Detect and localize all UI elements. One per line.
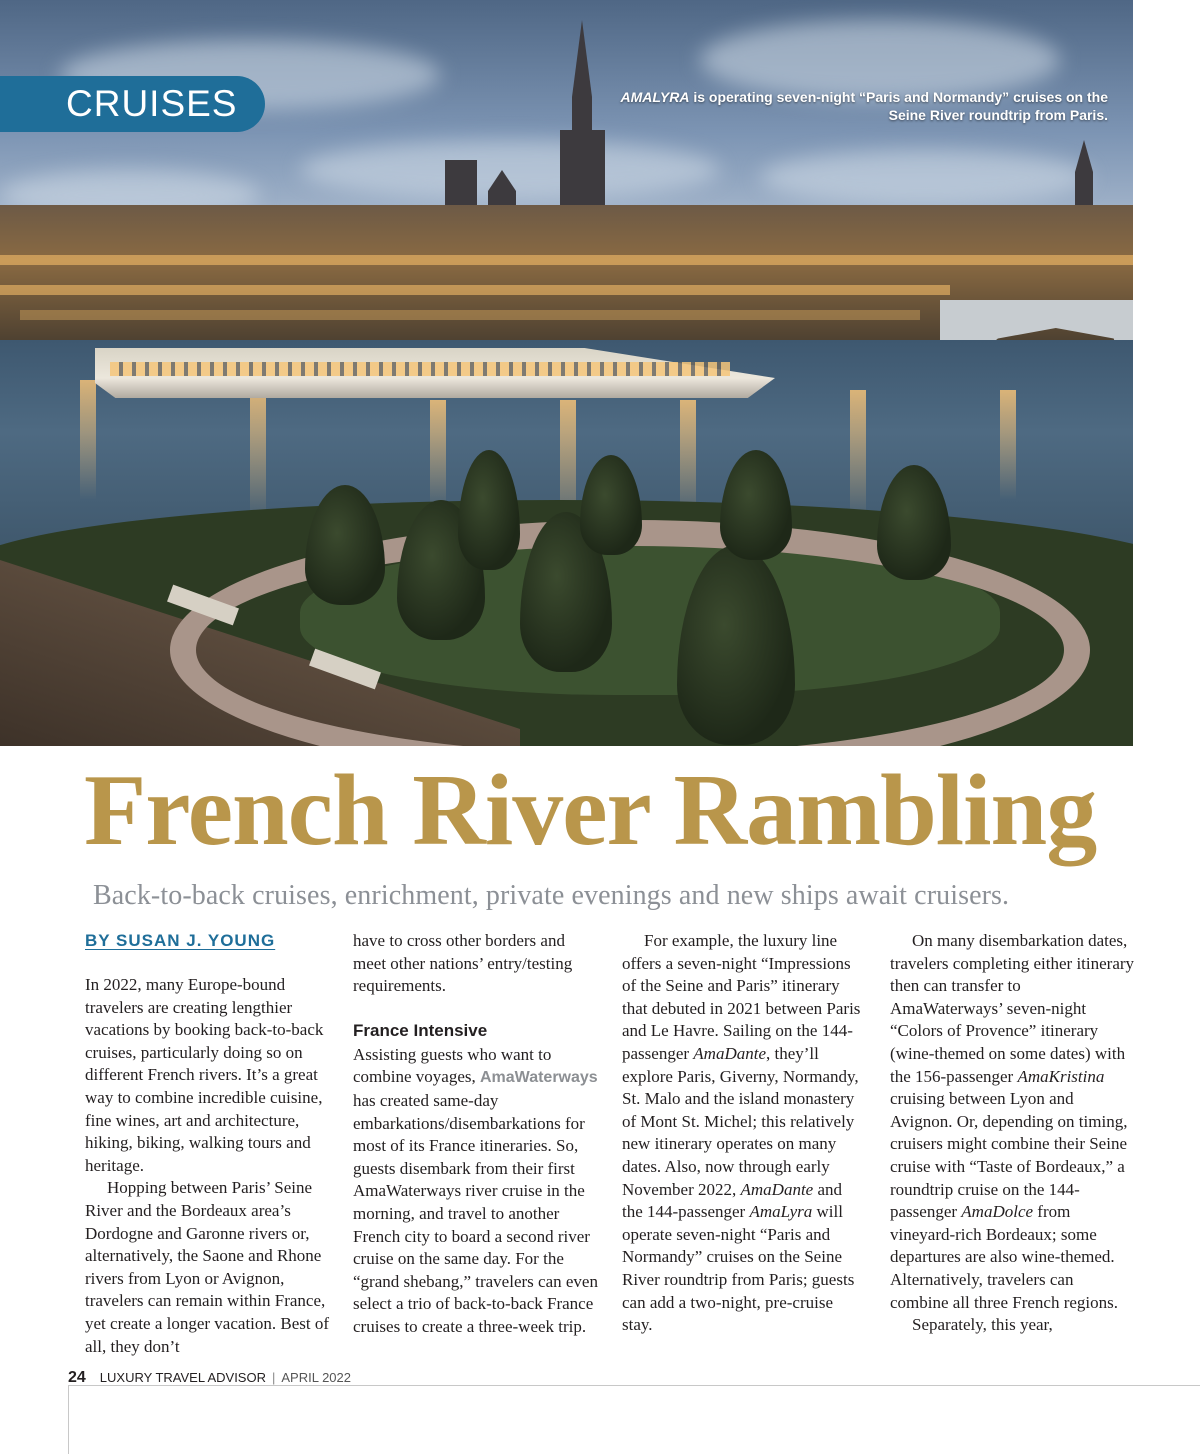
paragraph-text: On many disembarkation dates, travelers completing either itinerary then can transfer to AmaWaterways’ seven-night “Colors of Provence” itinerary (wine-themed on some dates) with the 156-passenger <box>890 931 1135 1086</box>
page-footer <box>68 1368 351 1388</box>
page-number: 24 <box>68 1369 86 1386</box>
deck: Back-to-back cruises, enrichment, private evenings and new ships await cruisers. <box>93 880 1010 911</box>
paragraph-text: Assisting guests who want to combine voyages, <box>353 1044 552 1087</box>
caption-text: is operating seven-night “Paris and Normandy” cruises on the Seine River roundtrip from Paris. <box>689 89 1108 123</box>
paragraph: Separately, this year, <box>912 1315 1053 1335</box>
subhead: France Intensive <box>353 1020 488 1040</box>
paragraph-text: For example, the luxury line offers a seven-night “Impressions of the Seine and Paris” itinerary that debuted in 2021 between Paris and Le Havre. Sailing on the 144-passenger <box>622 931 861 1063</box>
issue-date: APRIL 2022 <box>281 1370 351 1385</box>
footer-separator: | <box>271 1370 276 1385</box>
paragraph: Hopping between Paris’ Seine River and the Bordeaux area’s Dordogne and Garonne rivers or, alternatively, the Saone and Rhone rivers from Lyon or Avignon, travelers can remain within France, yet create a longer vacation. Best of all, they don’t <box>85 1178 330 1356</box>
publication-name: LUXURY TRAVEL ADVISOR <box>99 1370 266 1385</box>
paragraph <box>890 930 1135 1314</box>
column-4 <box>890 930 1135 1337</box>
paragraph: In 2022, many Europe-bound travelers are creating lengthier vacations by booking back-to-back cruises, particularly doing so on different French rivers. It’s a great way to combine incredible cuisine, fine wines, art and architecture, hiking, biking, walking tours and heritage. <box>85 975 324 1175</box>
headline: French River Rambling <box>84 754 1097 867</box>
paragraph-text: from vineyard-rich Bordeaux; some departures are also wine-themed. Alternatively, travelers can combine all three French regions. <box>890 1202 1119 1312</box>
column-3 <box>622 930 867 1337</box>
ship-name: AmaDolce <box>961 1202 1034 1222</box>
paragraph-text: cruising between Lyon and Avignon. Or, depending on timing, cruisers might combine their Seine cruise with “Taste of Bordeaux,” a roundtrip cruise on the 144-passenger <box>890 1089 1128 1222</box>
ship-name: AmaDante <box>693 1043 766 1063</box>
photo-caption <box>588 88 1108 124</box>
column-1 <box>85 930 330 1358</box>
caption-ship-name: AMALYRA <box>620 89 690 105</box>
footer-rule-vertical <box>68 1385 69 1454</box>
paragraph <box>622 930 867 1337</box>
paragraph-text: and the 144-passenger <box>622 1179 843 1222</box>
paragraph <box>353 1044 598 1339</box>
column-2 <box>353 930 598 1339</box>
ship-name: AmaLyra <box>749 1202 813 1222</box>
brand-link[interactable]: AmaWaterways <box>480 1069 598 1087</box>
section-tag: CRUISES <box>0 76 265 132</box>
paragraph-text: will operate seven-night “Paris and Normandy” cruises on the Seine River roundtrip from Paris; guests can add a two-night, pre-cruise stay. <box>622 1202 855 1335</box>
ship-name: AmaKristina <box>1017 1066 1105 1086</box>
paragraph: have to cross other borders and meet other nations’ entry/testing requirements. <box>353 931 573 996</box>
paragraph-text: has created same-day embarkations/disembarkations for most of its France itineraries. So, guests disembark from their first AmaWaterways river cruise in the morning, and travel to another French city to board a second river cruise on the same day. For the “grand shebang,” travelers can even select a trio of back-to-back France cruises to create a three-week trip. <box>353 1090 598 1336</box>
ship-name: AmaDante <box>740 1179 814 1199</box>
paragraph-text: , they’ll explore Paris, Giverny, Normandy, St. Malo and the island monastery of Mont St. Michel; this relatively new itinerary operates on many dates. Also, now through early November 2022, <box>622 1043 859 1199</box>
byline[interactable]: BY SUSAN J. YOUNG <box>85 931 276 950</box>
